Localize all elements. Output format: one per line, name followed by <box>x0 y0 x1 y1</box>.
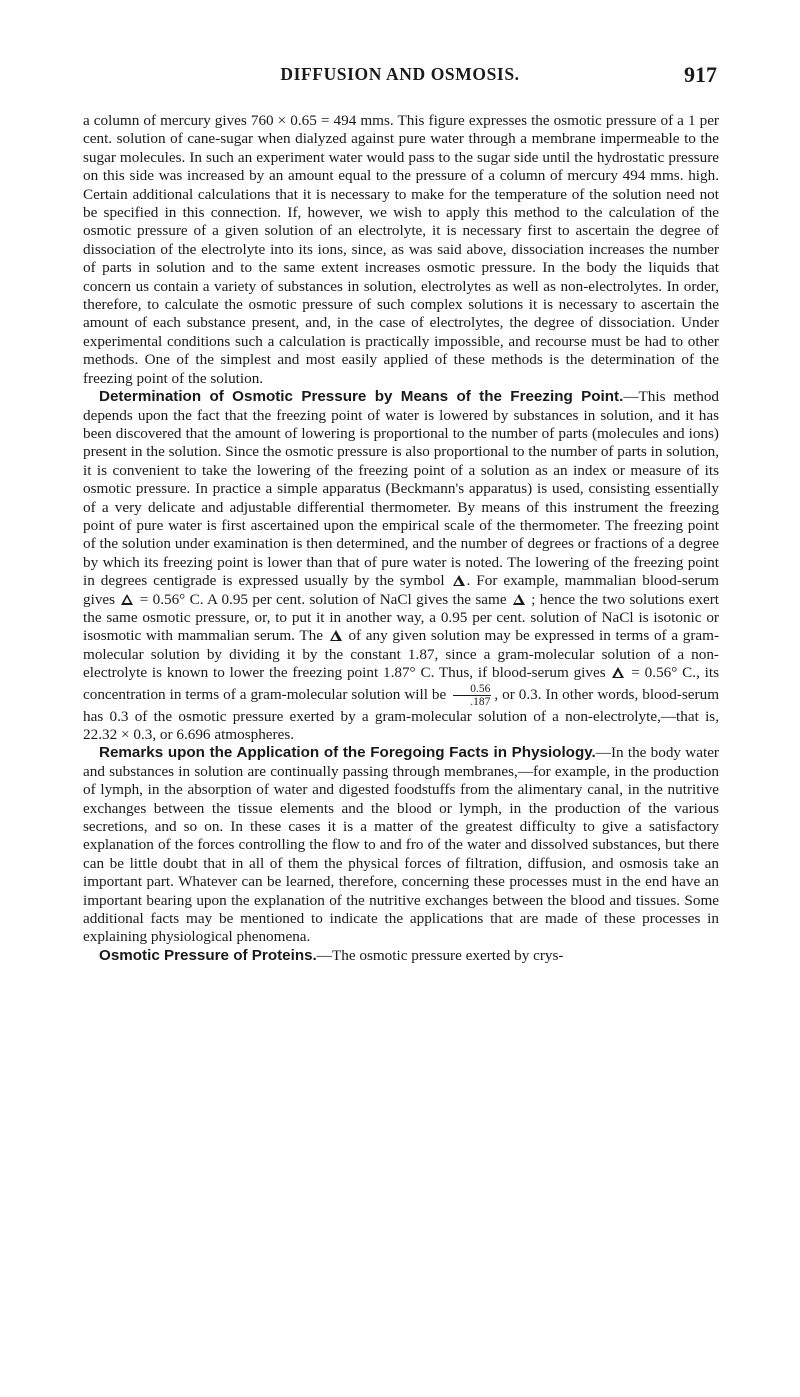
paragraph-intro: a column of mercury gives 760 × 0.65 = 494 mms. This figure expresses the osmotic pressure of a 1 per cent. solution of cane-sugar when dialyzed against pure water through a membrane impermeable to the sugar molecules. In such an experiment water would pass to the sugar side until the hydrostatic pressure on this side was increased by an amount equal to the pressure of a column of mercury 494 mms. high. Certain additional calculations that it is necessary to make for the temperature of the solution need not be specified in this connection. If, however, we wish to apply this method to the calculation of the osmotic pressure of a given solution of an electrolyte, it is necessary first to ascertain the degree of dissociation of the electrolyte into its ions, since, as was said above, dissociation increases the number of parts in solution and to the same extent increases osmotic pressure. In the body the liquids that concern us contain a variety of substances in solution, electrolytes as well as non-electrolytes. In order, therefore, to calculate the osmotic pressure of such complex solutions it is necessary to ascertain the amount of each substance present, and, in the case of electrolytes, the degree of dissociation. Under experimental conditions such a calculation is practically impossible, and recourse must be had to other methods. One of the simplest and most easily applied of these methods is the determination of the freezing point of the solution. <box>83 112 719 387</box>
paragraph-freezing-point <box>83 388 719 744</box>
paragraph-physiology-remarks <box>83 744 719 946</box>
delta-symbol-icon <box>330 630 342 641</box>
delta-symbol-icon <box>612 667 624 678</box>
fraction-numerator: 0.56 <box>453 683 491 696</box>
text-segment: = 0.56° C. A 0.95 per cent. solution of NaCl gives the same <box>139 590 507 608</box>
page-header <box>0 62 800 90</box>
text-segment: , or 0.3. In other words, blood-serum has 0.3 of the osmotic pressure exerted by a gram-molecular solution of a non-electrolyte,—that is, 22.32 × 0.3, or 6.696 atmospheres. <box>83 685 720 743</box>
running-head: DIFFUSION AND OSMOSIS. <box>280 64 520 84</box>
text-segment: —In the body water and substances in solution are continually passing through membranes,—for example, in the production of lymph, in the absorption of water and digested foodstuffs from the alimentary canal, in the nutritive exchanges between the tissue elements and the blood or lymph, in the production of the various secretions, and so on. In these cases it is a matter of the greatest difficulty to give a satisfactory explanation of the forces controlling the flow to and fro of the water and dissolved substances, but there can be little doubt that in all of them the physical forces of filtration, diffusion, and osmosis take an important part. Whatever can be learned, therefore, concerning these processes must in the end have an important bearing upon the explanation of the nutritive exchanges between the blood and tissues. Some additional facts may be mentioned to indicate the applications that are made of these processes in explaining physiological phenomena. <box>83 744 719 946</box>
text-segment: —This method depends upon the fact that the freezing point of water is lowered by substances in solution, and it has been discovered that the amount of lowering is proportional to the number of parts (molecules and ions) present in the solution. Since the osmotic pressure is also proportional to the number of parts in solution, it is convenient to take the lowering of the freezing point of a solution as an index or measure of its osmotic pressure. In practice a simple apparatus (Beckmann's apparatus) is used, consisting essentially of a very delicate and adjustable differential thermometer. By means of this instrument the freezing point of pure water is first ascertained upon the empirical scale of the thermometer. The freezing point of the solution under examination is then determined, and the number of degrees or fractions of a degree by which its freezing point is lower than that of pure water is noted. The lowering of the freezing point in degrees centigrade is expressed usually by the symbol <box>83 388 720 590</box>
text-segment: —The osmotic pressure exerted by crys- <box>316 946 564 964</box>
text-segment: ; hence the two solutions exert the same osmotic pressure, or, to put it in another way, a 0.95 per cent. solution of NaCl is isotonic or isosmotic with mammalian serum. The <box>83 590 720 645</box>
text-segment: . For example, mammalian blood-serum gives <box>83 572 719 608</box>
fraction <box>453 683 491 708</box>
page-number: 917 <box>684 62 717 87</box>
delta-symbol-icon <box>513 594 525 605</box>
text-segment: of any given solution may be expressed in terms of a gram-molecular solution by dividing it by the constant 1.87, since a gram-molecular solution of a non-electrolyte is known to lower the freezing point 1.87° C. Thus, if blood-serum gives <box>83 627 720 682</box>
delta-symbol-icon <box>121 594 133 605</box>
body-text <box>83 112 719 965</box>
fraction-denominator: .187 <box>470 695 491 708</box>
section-heading-physiology-remarks: Remarks upon the Application of the Foregoing Facts in Physiology. <box>99 744 596 762</box>
section-heading-freezing-point: Determination of Osmotic Pressure by Means of the Freezing Point. <box>99 388 624 406</box>
delta-symbol-icon <box>453 575 465 586</box>
paragraph-proteins <box>83 947 719 965</box>
section-heading-proteins: Osmotic Pressure of Proteins. <box>99 946 317 964</box>
text-segment: = 0.56° C., its concentration in terms of a gram-molecular solution will be <box>83 664 720 703</box>
